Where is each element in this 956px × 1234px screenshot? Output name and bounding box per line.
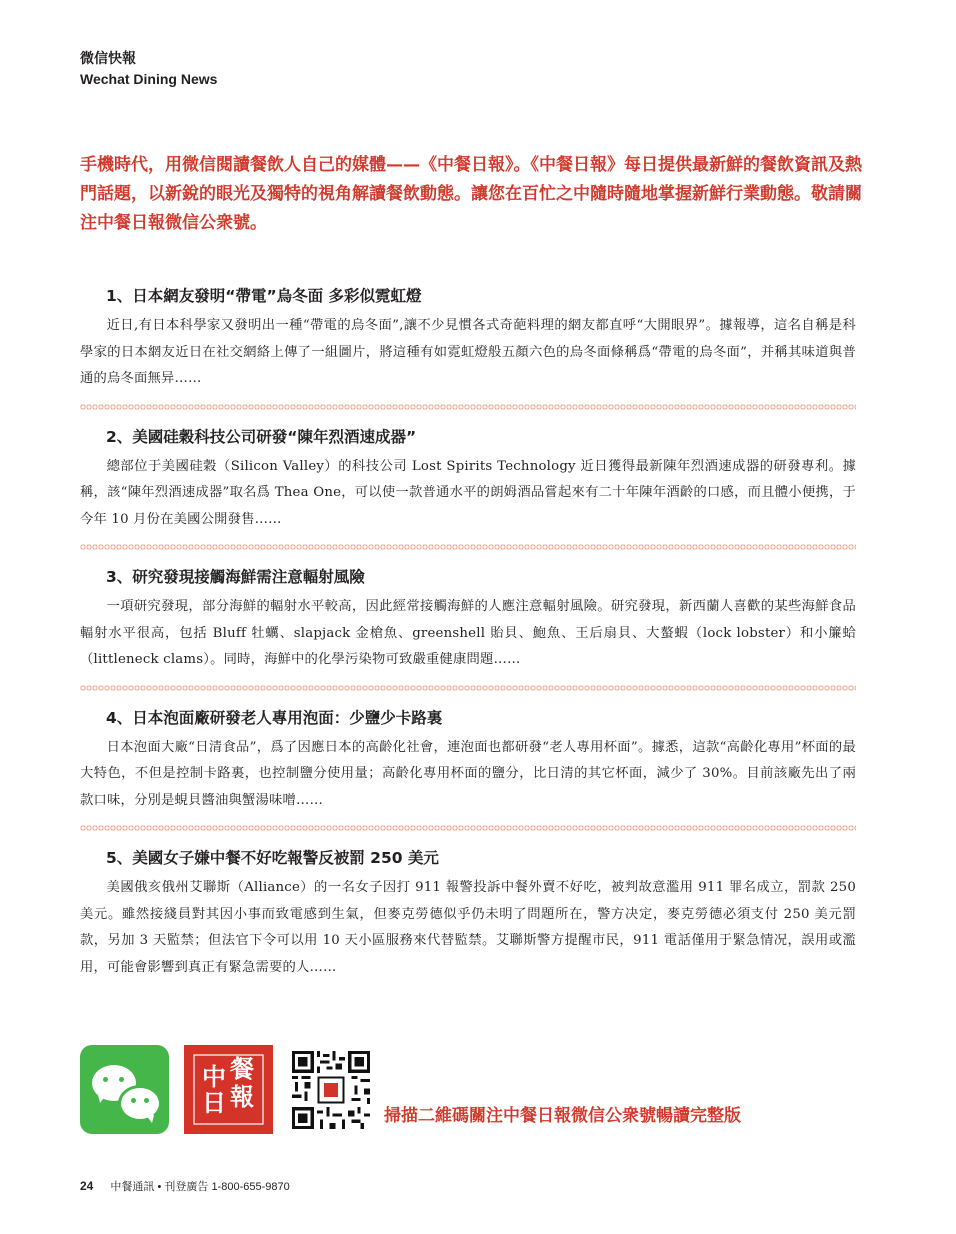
article-body: 一項研究發現，部分海鮮的輻射水平較高，因此經常接觸海鮮的人應注意輻射風險。研究發現，新西蘭人喜歡的某些海鮮食品輻射水平很高，包括 Bluff 牡蠣、slapjack 金槍魚、greenshell 貽貝、鮑魚、王后扇貝、大螯蝦（lock lobster）和小簾蛤（littleneck clams）。同時，海鮮中的化學污染物可致嚴重健康問題…… xyxy=(80,599,856,667)
chat-bubble-small-icon xyxy=(118,1085,162,1122)
section-title-en: Wechat Dining News xyxy=(80,71,218,87)
logo-char: 中 xyxy=(202,1063,226,1091)
logo-frame-icon xyxy=(184,1045,273,1134)
divider xyxy=(80,403,856,411)
article-title: 3、研究發現接觸海鮮需注意輻射風險 xyxy=(106,568,365,586)
divider xyxy=(80,824,856,832)
article-title: 4、日本泡面廠研發老人專用泡面：少鹽少卡路裏 xyxy=(106,708,443,727)
article-body: 近日,有日本科學家又發明出一種“帶電的烏冬面”,讓不少見慣各式奇葩料理的網友都直呼“大開眼界”。據報導，這名自稱是科學家的日本網友近日在社交網絡上傳了一組圖片，將這種有如霓虹燈般五顏六色的烏冬面條稱爲“帶電的烏冬面”，并稱其味道與普通的烏冬面無异…… xyxy=(80,318,856,386)
article-body: 美國俄亥俄州艾聯斯（Alliance）的一名女子因打 911 報警投訴中餐外賣不好吃，被判故意濫用 911 罪名成立，罰款 250 美元。雖然接綫員對其因小事而致電感到生氣，但麥克勞德似乎仍未明了問題所在，警方决定，麥克勞德必須支付 250 美元罰款，另加 3 天監禁；但法官下令可以用 10 天小區服務來代替監禁。艾聯斯警方提醒市民，911 電話僅用于緊急情况，誤用或濫用，可能會影響到真正有緊急需要的人…… xyxy=(80,880,856,975)
bubble-tail xyxy=(146,1115,154,1123)
bubble-tail xyxy=(98,1095,106,1103)
article-3 xyxy=(80,565,856,674)
logo-char: 餐 xyxy=(230,1055,254,1083)
logo-char: 報 xyxy=(230,1083,254,1111)
article-2 xyxy=(80,425,856,534)
bubble-eye xyxy=(103,1077,108,1082)
bubble-eye xyxy=(144,1098,149,1103)
bubble-eye xyxy=(131,1098,136,1103)
article-body: 日本泡面大廠“日清食品”，爲了因應日本的高齡化社會，連泡面也都研發“老人專用杯面”。據悉，這款“高齡化專用”杯面的最大特色，不但是控制卡路裏，也控制鹽分使用量；高齡化專用杯面的鹽分，比日清的其它杯面，減少了 30%。目前該廠先出了兩款口味，分別是蜆貝醬油與蟹湯味噌…… xyxy=(80,739,856,808)
divider xyxy=(80,684,856,692)
newspaper-logo xyxy=(184,1045,273,1134)
intro-paragraph: 手機時代，用微信閱讀餐飲人自己的媒體——《中餐日報》。《中餐日報》每日提供最新鮮的餐飲資訊及熱門話題，以新銳的眼光及獨特的視角解讀餐飲動態。讓您在百忙之中隨時隨地掌握新鮮行業動態。敬請關注中餐日報微信公衆號。 xyxy=(80,155,862,233)
article-title: 5、美國女子嫌中餐不好吃報警反被罰 250 美元 xyxy=(106,849,439,867)
article-list xyxy=(80,284,856,981)
article-title: 2、美國硅穀科技公司研發“陳年烈酒速成器” xyxy=(106,427,417,446)
article-4 xyxy=(80,706,856,815)
divider xyxy=(80,543,856,551)
page-footer xyxy=(80,1178,290,1195)
publication-info: 中餐通訊 • 刊登廣告 1-800-655-9870 xyxy=(110,1181,290,1193)
wechat-logo-icon xyxy=(80,1045,169,1134)
bubble-eye xyxy=(119,1077,124,1082)
logo-char: 日 xyxy=(202,1089,226,1117)
article-body: 總部位于美國硅穀（Silicon Valley）的科技公司 Lost Spirits Technology 近日獲得最新陳年烈酒速成器的研發專利。據稱，該“陳年烈酒速成器”取名爲 Thea One，可以使一款普通水平的朗姆酒品嘗起來有二十年陳年酒齡的口感，而且體小便携，于今年 10 月份在美國公開發售…… xyxy=(80,458,856,527)
qr-code-icon[interactable] xyxy=(292,1051,370,1129)
section-title-zh: 微信快報 xyxy=(80,51,136,67)
article-title: 1、日本網友發明“帶電”烏冬面 多彩似霓虹燈 xyxy=(106,287,422,305)
section-header xyxy=(80,50,217,89)
qr-caption: 掃描二維碼關注中餐日報微信公衆號暢讀完整版 xyxy=(384,1106,741,1126)
article-5 xyxy=(80,846,856,981)
page-number: 24 xyxy=(80,1179,94,1193)
footer-promo xyxy=(80,1045,870,1135)
article-1 xyxy=(80,284,856,393)
